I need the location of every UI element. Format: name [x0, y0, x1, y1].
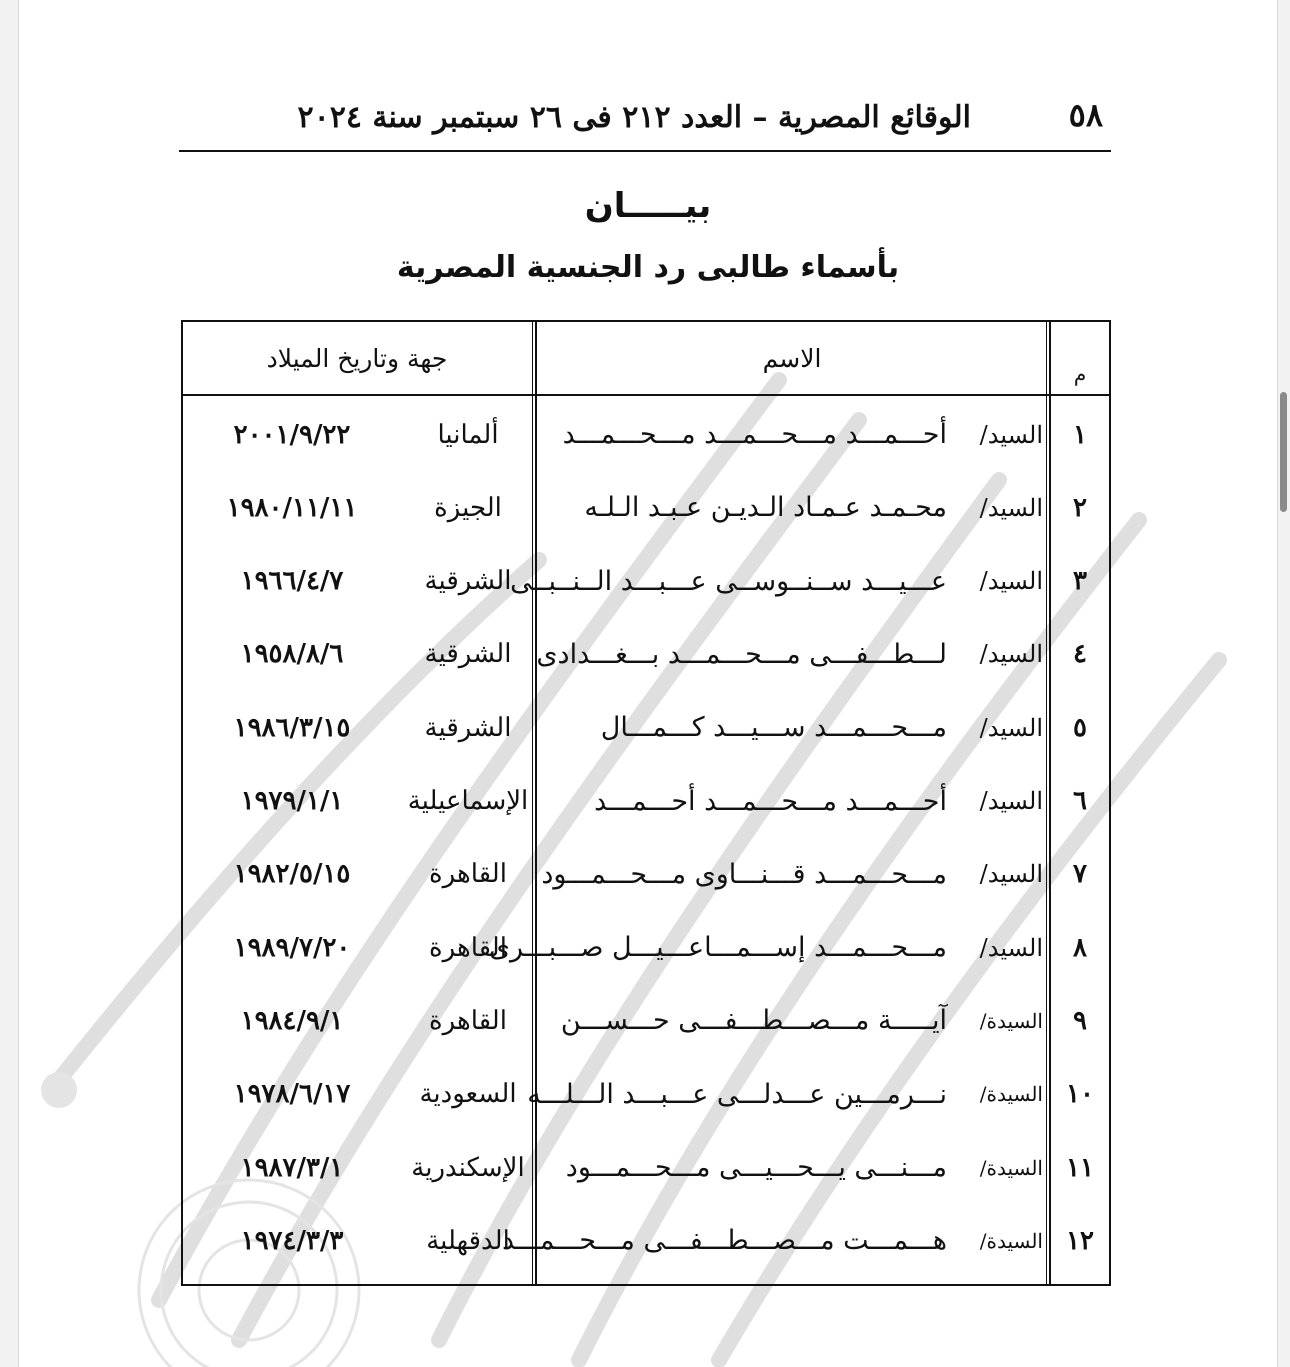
birth-place: القاهرة [429, 1005, 507, 1036]
honorific: السيد/ [979, 640, 1043, 669]
row-number: ١١ [1066, 1152, 1094, 1183]
header-birth: جهة وتاريخ الميلاد [266, 343, 448, 373]
birth-date: ١٩٨٦/٣/١٥ [233, 712, 351, 743]
honorific: السيد/ [979, 567, 1043, 596]
document-subtitle: بأسماء طالبى رد الجنسية المصرية [396, 250, 900, 285]
row-number: ٨ [1073, 932, 1087, 963]
birth-date: ٢٠٠١/٩/٢٢ [233, 419, 351, 450]
table-row [183, 1131, 1109, 1204]
birth-date: ١٩٦٦/٤/٧ [240, 566, 344, 597]
table-row [183, 1058, 1109, 1131]
honorific: السيد/ [979, 713, 1043, 742]
person-name: مـــحـــمـــد إســـمـــاعـــيـــل صـــبـــرى [488, 932, 947, 964]
birth-place: القاهرة [429, 859, 507, 890]
row-number: ٥ [1073, 712, 1087, 743]
person-name: مـــحـــمـــد قـــنـــاوى مـــحـــمـــود [541, 858, 947, 890]
row-number: ٣ [1073, 566, 1087, 597]
document-page [18, 0, 1278, 1367]
birth-date: ١٩٥٨/٨/٦ [240, 639, 344, 670]
table-row [183, 984, 1109, 1057]
birth-date: ١٩٨٧/٣/١ [240, 1152, 344, 1183]
person-name: هـــمـــت مـــصـــطـــفـــى مـــحـــمـــد [502, 1225, 947, 1257]
page-header [179, 92, 1111, 152]
document-title: بيـــــان [584, 186, 712, 226]
page-number: ٥٨ [1068, 96, 1103, 134]
table-row [183, 1204, 1109, 1277]
person-name: أحـــمـــد مـــحـــمـــد أحـــمـــد [594, 785, 947, 817]
person-name: نـــرمـــين عـــدلـــى عـــبـــد الـــلـــه [527, 1078, 947, 1110]
honorific: السيد/ [979, 860, 1043, 889]
row-number: ٩ [1073, 1005, 1087, 1036]
names-table [181, 320, 1111, 1286]
person-name: آيـــــة مـــصـــطـــفـــى حـــســـن [560, 1005, 947, 1037]
row-number: ٧ [1073, 859, 1087, 890]
honorific: السيد/ [979, 420, 1043, 449]
row-number: ٤ [1073, 639, 1087, 670]
gazette-issue-title: الوقائع المصرية – العدد ٢١٢ فى ٢٦ سبتمبر سنة ٢٠٢٤ [297, 100, 971, 135]
header-number: م [1073, 362, 1087, 386]
person-name: عـــيـــد ســنــوســى عـــبـــد الــنــبــى [510, 565, 947, 597]
person-name: محـمـد عـمـاد الـديـن عـبـد الـلـه [584, 492, 947, 524]
honorific: السيدة/ [979, 1008, 1043, 1033]
birth-place: القاهرة [429, 932, 507, 963]
birth-place: الجيزة [434, 492, 502, 523]
person-name: لـــطـــفـــى مـــحـــمـــد بـــغـــدادى [536, 638, 947, 670]
table-row [183, 471, 1109, 544]
honorific: السيد/ [979, 933, 1043, 962]
honorific: السيدة/ [979, 1155, 1043, 1180]
row-number: ٢ [1073, 492, 1087, 523]
table-row [183, 691, 1109, 764]
header-divider [183, 394, 1109, 396]
birth-date: ١٩٨٤/٩/١ [240, 1005, 344, 1036]
table-row [183, 545, 1109, 618]
honorific: السيدة/ [979, 1082, 1043, 1107]
row-number: ٦ [1073, 786, 1087, 816]
table-row [183, 398, 1109, 471]
birth-date: ١٩٧٩/١/١ [240, 786, 344, 816]
honorific: السيد/ [979, 493, 1043, 522]
honorific: السيدة/ [979, 1228, 1043, 1253]
row-number: ١٠ [1066, 1079, 1094, 1110]
row-number: ١٢ [1066, 1225, 1094, 1256]
table-row [183, 911, 1109, 984]
birth-date: ١٩٨٩/٧/٢٠ [233, 932, 351, 963]
birth-place: ألمانيا [437, 419, 499, 450]
birth-place: الشرقية [424, 639, 512, 670]
honorific: السيد/ [979, 787, 1043, 815]
scrollbar[interactable] [1280, 392, 1287, 512]
table-row [183, 765, 1109, 838]
birth-date: ١٩٨٠/١١/١١ [226, 492, 358, 523]
birth-place: السعودية [419, 1079, 517, 1110]
birth-date: ١٩٧٤/٣/٣ [240, 1225, 344, 1256]
table-row [183, 838, 1109, 911]
birth-place: الشرقية [424, 712, 512, 743]
birth-date: ١٩٧٨/٦/١٧ [233, 1079, 351, 1110]
person-name: مـــنـــى يـــحـــيـــى مـــحـــمـــود [565, 1152, 947, 1183]
birth-place: الإسكندرية [411, 1152, 525, 1183]
birth-date: ١٩٨٢/٥/١٥ [233, 859, 351, 890]
table-row [183, 618, 1109, 691]
row-number: ١ [1073, 419, 1087, 450]
birth-place: الإسماعيلية [407, 786, 529, 816]
person-name: مـــحـــمـــد ســـيـــد كـــمـــال [600, 712, 947, 744]
header-name: الاسم [762, 343, 822, 373]
person-name: أحـــمـــد مـــحـــمـــد مـــحـــمـــد [562, 419, 947, 450]
birth-place: الدقهلية [426, 1225, 510, 1256]
birth-place: الشرقية [424, 566, 512, 597]
